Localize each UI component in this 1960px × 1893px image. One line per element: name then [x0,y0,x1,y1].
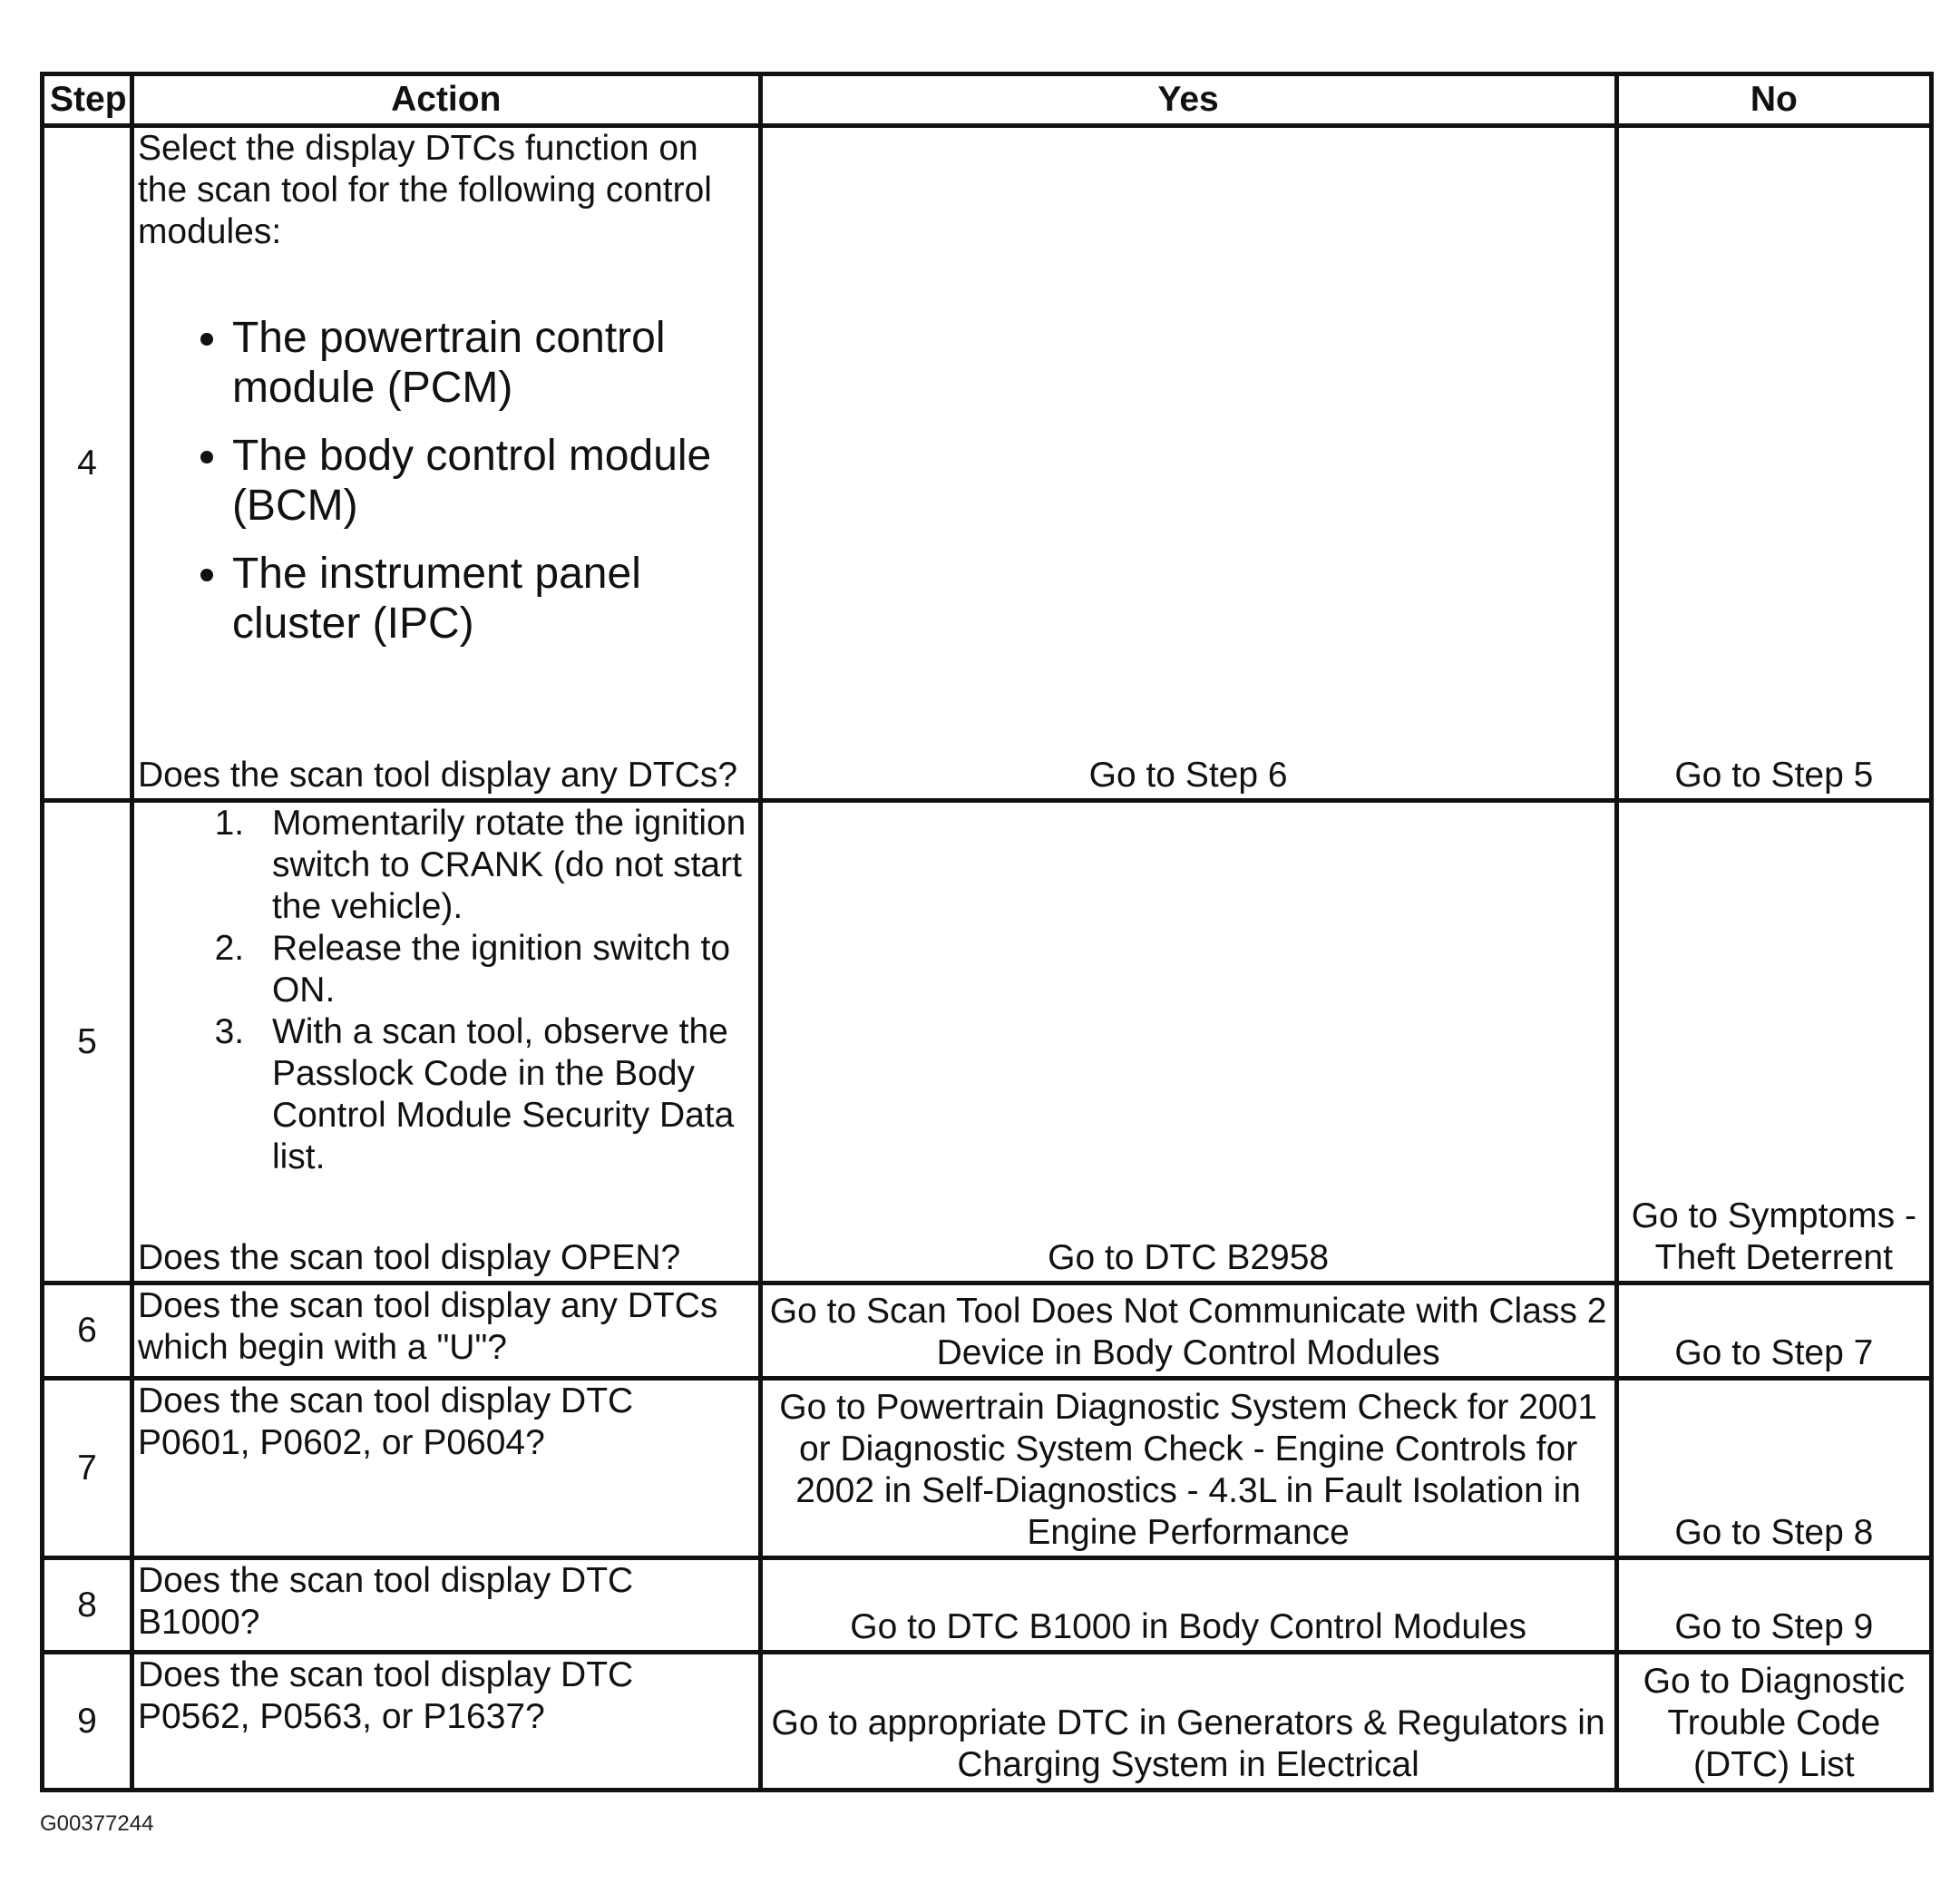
header-action: Action [132,74,760,126]
no-cell: Go to Step 8 [1616,1379,1931,1558]
list-item: 2. Release the ignition switch to ON. [254,928,755,1011]
step-number: 8 [43,1558,132,1653]
action-cell: Does the scan tool display DTC B1000? [132,1558,760,1653]
table-row [43,1379,1932,1558]
yes-cell: Go to DTC B1000 in Body Control Modules [760,1558,1616,1653]
step-number: 5 [43,801,132,1283]
no-cell: Go to Step 5 [1616,126,1931,801]
table-row [43,1283,1932,1379]
list-item: 1. Momentarily rotate the ignition switch to CRANK (do not start the vehicle). [254,803,755,928]
yes-cell: Go to DTC B2958 [760,801,1616,1283]
step-number: 9 [43,1653,132,1791]
no-cell: Go to Step 9 [1616,1558,1931,1653]
no-cell: Go to Diagnostic Trouble Code (DTC) List [1616,1653,1931,1791]
list-item: 3. With a scan tool, observe the Passlock Code in the Body Control Module Security Data list. [254,1011,755,1178]
no-cell: Go to Step 7 [1616,1283,1931,1379]
table-row [43,126,1932,801]
yes-cell: Go to appropriate DTC in Generators & Regulators in Charging System in Electrical [760,1653,1616,1791]
table-row [43,801,1932,1283]
no-cell: Go to Symptoms - Theft Deterrent [1616,801,1931,1283]
header-row [43,74,1932,126]
action-cell: Does the scan tool display any DTCs which begin with a "U"? [132,1283,760,1379]
yes-cell: Go to Scan Tool Does Not Communicate with Class 2 Device in Body Control Modules [760,1283,1616,1379]
action-question: Does the scan tool display OPEN? [137,1238,681,1277]
table-row [43,1558,1932,1653]
header-yes: Yes [760,74,1616,126]
action-cell: Does the scan tool display DTC P0601, P0602, or P0604? [132,1379,760,1558]
module-list [138,313,755,649]
figure-id: G00377244 [40,1811,154,1836]
yes-cell: Go to Step 6 [760,126,1616,801]
step-number: 7 [43,1379,132,1558]
diagnostic-table [40,72,1934,1792]
action-cell [132,801,760,1283]
action-cell: Does the scan tool display DTC P0562, P0563, or P1637? [132,1653,760,1791]
list-item: • The body control module (BCM) [232,431,755,531]
list-item: • The instrument panel cluster (IPC) [232,549,755,649]
table-row [43,1653,1932,1791]
yes-cell: Go to Powertrain Diagnostic System Check for 2001 or Diagnostic System Check - Engine Controls for 2002 in Self-Diagnostics - 4.3L in Fault Isolation in Engine Performance [760,1379,1616,1558]
header-step: Step [43,74,132,126]
action-cell [132,126,760,801]
step-number: 4 [43,126,132,801]
list-item: • The powertrain control module (PCM) [232,313,755,413]
action-intro: Select the display DTCs function on the scan tool for the following control modules: [137,129,712,251]
procedure-list [138,803,755,1178]
action-question: Does the scan tool display any DTCs? [137,756,738,795]
step-number: 6 [43,1283,132,1379]
header-no: No [1616,74,1931,126]
